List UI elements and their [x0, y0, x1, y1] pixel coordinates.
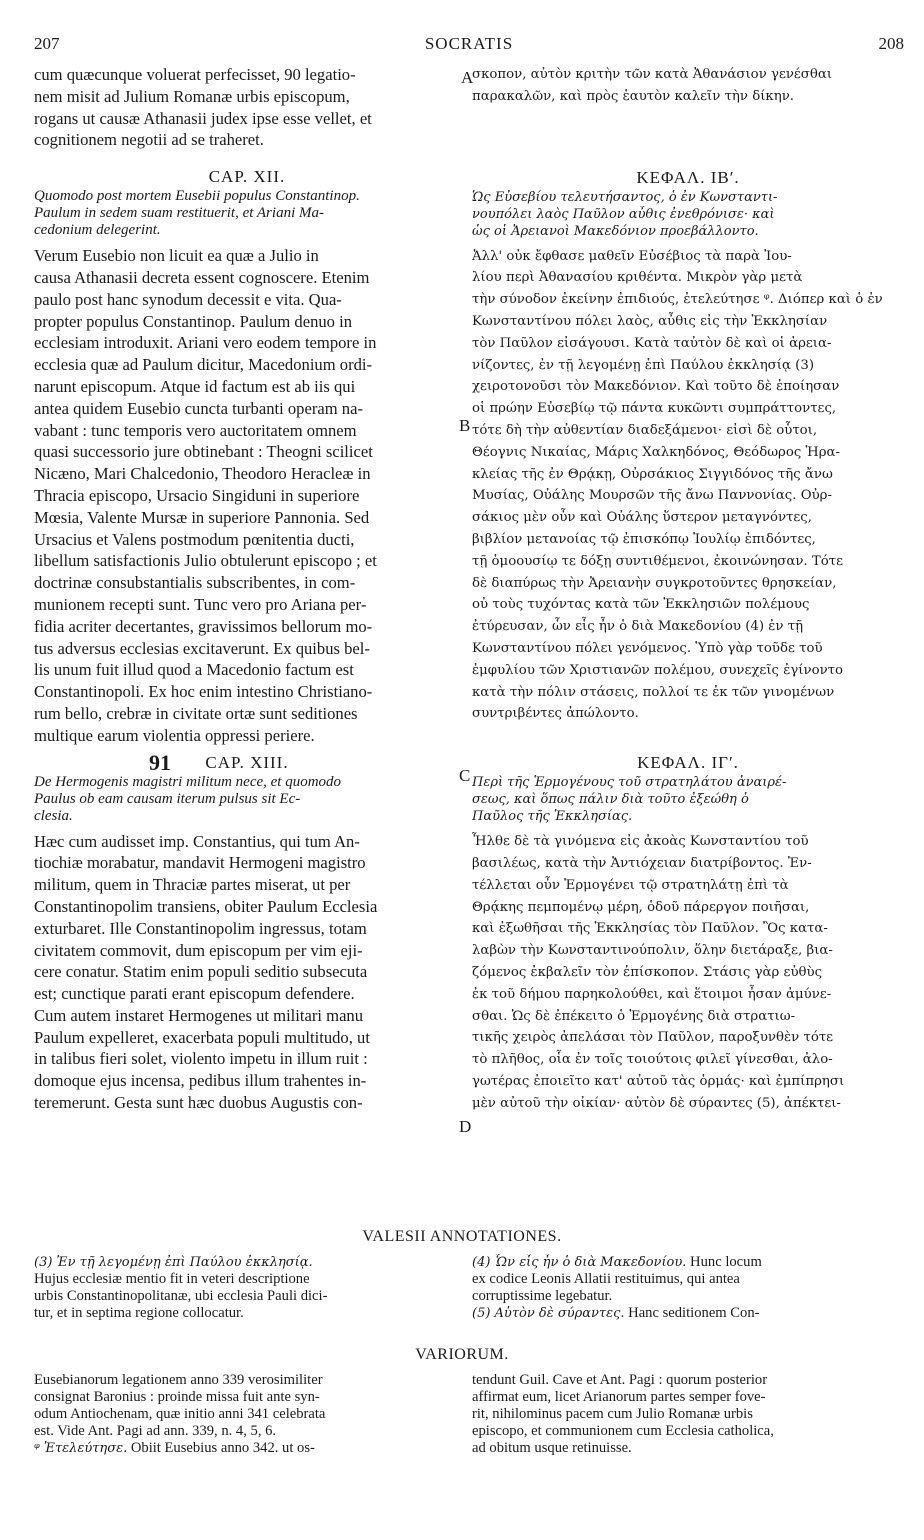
text-line: cedonium delegerint. — [34, 222, 161, 239]
note-line — [472, 1254, 904, 1271]
text-line: τὸν Παῦλον εἰσάγουσι. Κατὰ ταὐτὸν δὲ καὶ οἱ ἀρεια- — [472, 335, 832, 351]
note-text: episcopo, et communionem cum Ecclesia catholica, — [472, 1423, 774, 1439]
text-line: Κωνσταντίνου πόλει λαὸς, αὖθις εἰς τὴν Ἐκκλησίαν — [472, 313, 828, 329]
text-line: nem misit ad Julium Romanæ urbis episcopum, — [34, 86, 350, 106]
text-line: in talibus fieri solet, violento impetu in illum ruit : — [34, 1049, 368, 1069]
text-line: Verum Eusebio non licuit ea quæ a Julio in — [34, 246, 319, 266]
note-lemma: ᵠ Ἐτελεύτησε. — [34, 1441, 128, 1456]
margin-letter-c: C — [459, 766, 471, 785]
text-line: causa Athanasii decreta essent cognoscere. Etenim — [34, 267, 370, 287]
note-line — [472, 1288, 904, 1305]
text-line: συντριβέντες ἀπώλοντο. — [472, 706, 639, 722]
text-line: De Hermogenis magistri militum nece, et quomodo — [34, 773, 342, 790]
text-line: Cum autem instaret Hermogenes ut militari manu — [34, 1005, 364, 1025]
note-text: Hujus ecclesiæ mentio fit in veteri descriptione — [34, 1271, 310, 1287]
variorum-notes-left — [34, 1372, 460, 1464]
text-line: λίου περὶ Ἀθανασίου κριθέντα. Μικρὸν γὰρ μετὰ — [472, 270, 803, 286]
text-line: κλείας τῆς ἐν Θρᾴκῃ, Οὐρσάκιος Σιγγιδόνος τῆς ἄνω — [472, 466, 833, 482]
text-line: multique earum violentia oppressi periere. — [34, 725, 315, 745]
text-line: clesia. — [34, 807, 73, 824]
text-line: lis unum fuit illud quod a Macedonio factum est — [34, 660, 354, 680]
latin-column — [34, 64, 460, 1210]
note-text: ad obitum usque retinuisse. — [472, 1440, 632, 1456]
text-line: Κωνσταντίνου πόλει γενόμενος. Ὑπὸ γὰρ τοῦδε τοῦ — [472, 640, 823, 656]
note-line — [472, 1305, 904, 1322]
text-line: λαβὼν τὴν Κωνσταντινούπολιν, ὅλην διετάραξε, βια- — [472, 943, 833, 959]
text-line: narunt episcopum. Atque id factum est ab iis qui — [34, 376, 356, 396]
text-line: Mœsia, Valente Mursæ in superiore Pannonia. Sed — [34, 507, 370, 527]
margin-letter-d: D — [459, 1117, 472, 1136]
text-line: ὡς οἱ Ἀρειανοὶ Μακεδόνιον προεβάλλοντο. — [472, 223, 759, 239]
note-line — [34, 1288, 460, 1305]
text-line: Hæc cum audisset imp. Constantius, qui tum An- — [34, 831, 360, 851]
text-line: Μυσίας, Οὐάλης Μουρσῶν τῆς ἄνω Παννονίας. Οὐρ- — [472, 488, 832, 504]
note-text: est. Vide Ant. Pagi ad ann. 339, n. 4, 5, 6. — [34, 1423, 277, 1439]
text-line: rum bello, crebræ in civitate ortæ sunt seditiones — [34, 703, 358, 723]
text-line: cere conatur. Statim enim populi seditio subsecuta — [34, 962, 368, 982]
text-line: exturbaret. Ille Constantinopolim ingressus, totam — [34, 918, 367, 938]
note-line — [472, 1271, 904, 1288]
text-line: quasi successorio jure obtinebant : Theogni scilicet — [34, 442, 373, 462]
text-line: σάκιος μὲν οὖν καὶ Οὐάλης ὕστερον μεταγνόντες, — [472, 510, 812, 526]
note-text: odum Antiochenam, quæ initio anni 341 celebrata — [34, 1406, 326, 1422]
latin-chapter-13-heading: CAP. XIII. — [205, 752, 289, 772]
note-lemma: (5) Αὐτὸν δὲ σύραντες. — [472, 1306, 625, 1321]
note-line — [34, 1305, 460, 1322]
note-text: tur, et in septima regione collocatur. — [34, 1305, 244, 1321]
note-line — [472, 1406, 904, 1423]
text-line: cum quæcunque voluerat perfecisset, 90 legatio- — [34, 65, 356, 84]
latin-chapter-13-body — [34, 831, 460, 1114]
text-line: τὴν σύνοδον ἐκείνην ἐπιδιούς, ἐτελεύτησε ᵠ. Διόπερ καὶ ὁ ἐν — [472, 292, 883, 308]
text-line: Paulum expelleret, exacerbata populi multitudo, ut — [34, 1027, 370, 1047]
text-line: Nicæno, Mari Chalcedonio, Theodoro Heracleæ in — [34, 464, 371, 484]
note-text: affirmat eum, licet Arianorum partes semper fove- — [472, 1389, 766, 1405]
text-line: Παῦλος τῆς Ἐκκλησίας. — [472, 809, 633, 825]
running-title: SOCRATIS — [424, 34, 514, 53]
text-line: Constantinopolim transiens, obiter Paulum Ecclesia — [34, 896, 378, 916]
greek-chapter-12-title — [472, 189, 904, 240]
greek-chapter-12-body — [472, 246, 904, 726]
greek-chapter-13-title — [472, 774, 904, 825]
latin-chapter-13-header — [34, 751, 460, 774]
text-line: τέλλεται οὖν Ἑρμογένει τῷ στρατηλάτῃ ἐπὶ τὰ — [472, 877, 789, 893]
text-line: σθαι. Ὡς δὲ ἐπέκειτο ὁ Ἑρμογένης διὰ στρατιω- — [472, 1008, 796, 1024]
latin-chapter-12-title — [34, 188, 460, 239]
text-line: militum, quem in Thraciæ partes miserat, ut per — [34, 875, 351, 895]
text-line: τῇ ὁμοουσίῳ τε δόξῃ συντιθέμενοι, ἐκοινώνησαν. Τότε — [472, 553, 843, 569]
text-line: ecclesiam introduxit. Ariani vero eodem tempore in — [34, 333, 377, 353]
note-lemma: (4) Ὧν εἷς ἦν ὁ διὰ Μακεδονίου. — [472, 1255, 687, 1270]
note-line — [472, 1440, 904, 1457]
text-line: Θέογνις Νικαίας, Μάρις Χαλκηδόνος, Θεόδωρος Ἡρα- — [472, 444, 841, 460]
greek-column — [472, 64, 904, 1210]
text-line: est; cunctique parati erant episcopum defendere. — [34, 984, 355, 1004]
latin-chapter-13-title — [34, 774, 460, 825]
latin-chapter-12-heading: CAP. XII. — [208, 167, 286, 187]
text-line: Ἀλλ' οὐκ ἔφθασε μαθεῖν Εὐσέβιος τὰ παρὰ Ἰου- — [472, 248, 792, 264]
text-line: βασιλέως, κατὰ τὴν Ἀντιόχειαν διατρίβοντος. Ἐν- — [472, 855, 812, 871]
note-line — [34, 1372, 460, 1389]
text-line: Constantinopoli. Ex hoc enim intestino Christiano- — [34, 682, 373, 702]
text-line: ζόμενος ἐκβαλεῖν τὸν ἐπίσκοπον. Στάσις γὰρ εὐθὺς — [472, 964, 823, 980]
running-head — [34, 34, 904, 58]
text-line: βιβλίον μετανοίας τῷ ἐπισκόπῳ Ἰουλίῳ ἐπιδόντες, — [472, 531, 816, 547]
note-text: Obiit Eusebius anno 342. ut os- — [127, 1440, 315, 1456]
text-line: vabant : tunc temporis vero auctoritatem omnem — [34, 420, 357, 440]
text-line: tiochiæ morabatur, mandavit Hermogeni magistro — [34, 853, 366, 873]
text-line: libellum satisfactionis Julio obtulerunt episcopo ; et — [34, 551, 377, 571]
note-text: Eusebianorum legationem anno 339 verosimiliter — [34, 1372, 323, 1388]
text-line: Paulum in sedem suam restituerit, et Ariani Ma- — [34, 205, 324, 222]
text-line: σκοπον, αὐτὸν κριτὴν τῶν κατὰ Ἀθανάσιον γενέσθαι — [472, 67, 833, 82]
text-line: doctrinæ consubstantialis subscribentes, in com- — [34, 573, 356, 593]
note-line — [34, 1271, 460, 1288]
text-line: Περὶ τῆς Ἑρμογένους τοῦ στρατηλάτου ἀναιρέ- — [472, 775, 787, 791]
text-line: civitatem commovit, dum episcopum per vim eji- — [34, 940, 363, 960]
note-text: rit, nihilominus pacem cum Julio Romanæ urbis — [472, 1406, 753, 1422]
text-line: propter populus Constantinop. Paulum denuo in — [34, 311, 353, 331]
text-line: τικῆς χειρὸς ἀπελάσαι τὸν Παῦλον, παροξυνθὲν τότε — [472, 1030, 834, 1046]
text-line: Thracia episcopo, Ursacio Singiduni in superiore — [34, 485, 360, 505]
text-line: ἐμφυλίου τῶν Χριστιανῶν πολέμου, συνεχεῖς ἐγίνοντο — [472, 662, 844, 678]
note-text: Hanc seditionem Con- — [624, 1305, 760, 1321]
valesii-heading: VALESII ANNOTATIONES. — [362, 1228, 562, 1245]
text-line: Quomodo post mortem Eusebii populus Constantinop. — [34, 188, 360, 205]
note-text: tendunt Guil. Cave et Ant. Pagi : quorum posterior — [472, 1372, 768, 1388]
note-line — [34, 1423, 460, 1440]
text-line: munionem recepti sunt. Tunc vero pro Ariana per- — [34, 594, 367, 614]
margin-letter-a: A — [461, 68, 474, 87]
latin-intro — [34, 64, 460, 151]
text-line: fidia acriter decertantes, gravissimos bellorum mo- — [34, 616, 373, 636]
text-line: ἐτύρευσαν, ὧν εἷς ἦν ὁ διὰ Μακεδονίου (4) ἐν τῇ — [472, 619, 804, 635]
left-page-number: 207 — [34, 34, 60, 53]
text-line: καὶ ἐξωθῆσαι τῆς Ἐκκλησίας τὸν Παῦλον. Ὃς κατα- — [472, 921, 828, 937]
text-line: σεως, καὶ ὅπως πάλιν διὰ τοῦτο ἐξεώθη ὁ — [472, 792, 749, 808]
text-line: domoque ejus incensa, pedibus illum trahentes in- — [34, 1071, 367, 1091]
text-line: paulo post hanc synodum decessit e vita. Qua- — [34, 289, 342, 309]
text-line: ecclesia quæ ad Paulum dicitur, Macedonium ordi- — [34, 355, 373, 375]
text-line: μὲν αὐτοῦ τὴν οἰκίαν· αὐτὸν δὲ σύραντες (5), ἀπέκτει- — [472, 1095, 841, 1111]
greek-chapter-13-heading: ΚΕΦΑΛ. ΙΓʹ. — [637, 753, 739, 773]
text-line: rogans ut causæ Athanasii judex ipse esse vellet, et — [34, 108, 372, 128]
text-line: νουπόλει λαὸς Παῦλον αὖθις ἐνεθρόνισε· καὶ — [472, 206, 775, 222]
note-line — [34, 1389, 460, 1406]
text-line: Ἦλθε δὲ τὰ γινόμενα εἰς ἀκοὰς Κωνσταντίου τοῦ — [472, 834, 809, 850]
note-text: Hunc locum — [686, 1254, 762, 1270]
text-line: antea quidem Eusebio cuncta turbanti operam na- — [34, 398, 363, 418]
note-line — [34, 1440, 460, 1457]
note-line — [472, 1372, 904, 1389]
text-line: τότε δὴ τὴν αὐθεντίαν διαδεξάμενοι· εἰσὶ δὲ οὗτοι, — [472, 422, 818, 438]
text-line: δὲ διαπύρως τὴν Ἀρειανὴν συγκροτοῦντες θρησκείαν, — [472, 575, 837, 591]
note-text: ex codice Leonis Allatii restituimus, qui antea — [472, 1271, 740, 1287]
text-line: Paulus ob eam causam iterum pulsus sit Ec- — [34, 790, 301, 807]
right-page-number: 208 — [878, 34, 904, 53]
chapter-13-margin-number: 91 — [149, 749, 171, 775]
greek-chapter-13-body — [472, 831, 904, 1114]
text-line: χειροτονοῦσι τὸν Μακεδόνιον. Καὶ τοῦτο δὲ ἐποίησαν — [472, 379, 840, 395]
note-line — [34, 1406, 460, 1423]
text-line: γωτέρας ἐποιεῖτο κατ' αὐτοῦ τὰς ὁρμάς· καὶ ἐμπίπρησι — [472, 1073, 845, 1089]
note-text: consignat Baronius : proinde missa fuit ante syn- — [34, 1389, 320, 1405]
latin-chapter-12-body — [34, 245, 460, 746]
note-text: corruptissime legebatur. — [472, 1288, 613, 1304]
text-line: τὸ πλῆθος, οἷα ἐν τοῖς τοιούτοις φιλεῖ γίνεσθαι, ἀλο- — [472, 1052, 833, 1068]
note-lemma: (3) Ἐν τῇ λεγομένῃ ἐπὶ Παύλου ἐκκλησίᾳ. — [34, 1255, 313, 1270]
greek-chapter-12-heading: ΚΕΦΑΛ. ΙΒʹ. — [636, 167, 740, 187]
text-line: ἐκ τοῦ δήμου παρηκολούθει, καὶ ἕτοιμοι ἦσαν ἀμύνε- — [472, 986, 832, 1002]
valesii-notes-right — [472, 1254, 904, 1330]
greek-intro — [472, 64, 904, 108]
text-line: κατὰ τὴν πόλιν στάσεις, πολλοί τε ἐκ τῶν γινομένων — [472, 684, 835, 700]
variorum-notes-right — [472, 1372, 904, 1464]
text-line: οὐ τοὺς τυχόντας κατὰ τῶν Ἐκκλησιῶν πολέμους — [472, 597, 810, 613]
valesii-notes-left — [34, 1254, 460, 1330]
text-line: cognitionem negotii ad se traheret. — [34, 130, 264, 150]
text-line: Θρᾴκης πεμπομένῳ μέρη, ὁδοῦ πάρεργον ποιῆσαι, — [472, 899, 810, 915]
note-line — [34, 1254, 460, 1271]
note-text: urbis Constantinopolitanæ, ubi ecclesia Pauli dici- — [34, 1288, 328, 1304]
text-line: teremerunt. Gesta sunt hæc duobus Augustis con- — [34, 1093, 363, 1113]
note-line — [472, 1423, 904, 1440]
text-line: οἱ πρώην Εὐσεβίῳ τῷ πάντα κυκῶντι συμπράττοντες, — [472, 401, 837, 417]
margin-letter-b: B — [459, 416, 471, 435]
text-line: παρακαλῶν, καὶ πρὸς ἑαυτὸν καλεῖν τὴν δίκην. — [472, 88, 795, 104]
note-line — [472, 1389, 904, 1406]
text-line: tus adversus ecclesias excitaverunt. Ex quibus bel- — [34, 638, 370, 658]
text-line: Ursacius et Valens postmodum pœnitentia ducti, — [34, 529, 355, 549]
variorum-heading: VARIORUM. — [415, 1346, 509, 1363]
text-line: νίζοντες, ἐν τῇ λεγομένῃ ἐπὶ Παύλου ἐκκλησίᾳ (3) — [472, 357, 815, 373]
text-line: Ὡς Εὐσεβίου τελευτήσαντος, ὁ ἐν Κωνσταντι- — [472, 189, 778, 205]
